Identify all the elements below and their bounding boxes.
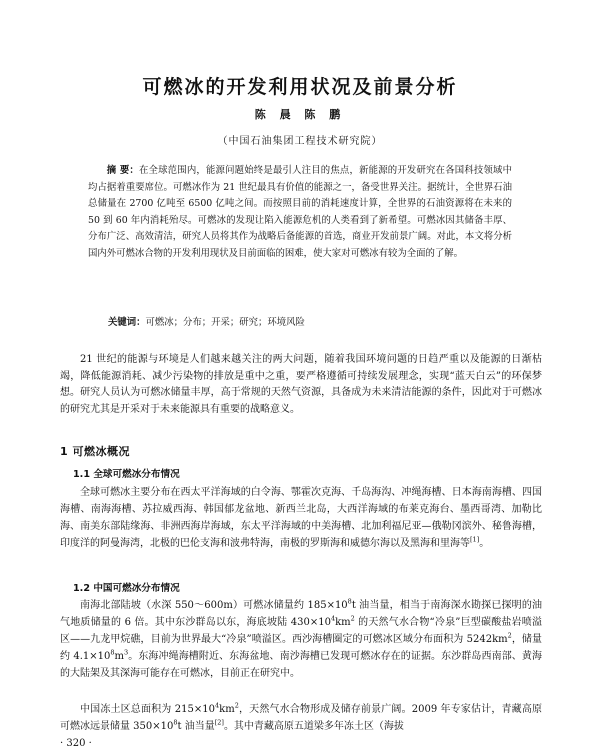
paper-affiliation: （中国石油集团工程技术研究院） xyxy=(217,136,383,147)
citation-ref-2: [2] xyxy=(214,718,224,727)
s12-sup-b: 4 xyxy=(330,614,336,623)
p3-sup-a: 4 xyxy=(215,701,220,710)
p3-text-c: ，天然气水合物形成及储存前景广阔。2009 年专家估计，青藏高原可燃冰远景储量 350×10 xyxy=(60,704,542,732)
s12-sup-c: 2 xyxy=(350,614,355,623)
section-1-1-end: 。 xyxy=(479,538,490,549)
s12-text-d: 的天然气水合物“冷泉”巨型碳酸盐岩喷溢区——九龙甲烷礁，目前为世界最大“冷泉”喷溢区。西沙海槽圈定的可燃冰区域分布面积为 5242km xyxy=(60,617,543,645)
s12-text-g: 。东海冲绳海槽附近、东海盆地、南沙海槽已发现可燃冰存在的证据。东沙群岛西南部、黄海的大陆架及其深海可能存在可燃冰，目前正在研究中。 xyxy=(60,651,542,679)
s12-text-c: km xyxy=(335,617,351,628)
paper-title: 可燃冰的开发利用状况及前景分析 xyxy=(142,76,458,98)
p3-text-e: 。其中青藏高原五道梁多年冻土区（海拔 xyxy=(223,721,404,732)
citation-ref: [1] xyxy=(470,535,480,544)
p3-text-d: t 油当量 xyxy=(177,721,215,732)
s12-sup-d: 2 xyxy=(507,631,512,640)
p3-sup-c: 8 xyxy=(173,718,178,727)
p3-sup-b: 2 xyxy=(234,701,239,710)
keywords xyxy=(108,314,528,328)
section-1-1-paragraph xyxy=(60,484,542,552)
abstract-text: 在全球范围内，能源问题始终是最引人注目的焦点，新能源的开发研究在各国科技领域中均占据着重要席位。可燃冰作为 21 世纪最具有价值的能源之一，备受世界关注。据统计，全世界石油总储量在 2700 亿吨至 6500 亿吨之间。而按照目前的消耗速度计算，全世界的石油资源将在未来的 50 到 60 年内消耗殆尽。可燃冰的发现让陷入能源危机的人类看到了新希望。可燃冰因其储备丰厚、分布广泛、高效清洁，研究人员将其作为战略后备能源的首选，商业开发前景广阔。对此，本文将分析国内外可燃冰合物的开发利用现状及目前面临的困难，使大家对可燃冰有较为全面的了解。 xyxy=(88,165,512,259)
abstract-label: 摘 要： xyxy=(106,165,139,176)
section-1-2-paragraph xyxy=(60,597,542,682)
s12-text-f: m xyxy=(114,651,124,662)
section-1-heading: 1 可燃冰概况 xyxy=(60,445,130,458)
intro-paragraph: 21 世纪的能源与环境是人们越来越关注的两大问题，随着我国环境问题的日趋严重以及能源的日渐枯竭，降低能源消耗、减少污染物的排放是重中之重，要严格遵循可持续发展理念，实现“蓝天白云”的环保梦想。研究人员认为可燃冰储量丰厚，高于常规的天然气资源，具备成为未来清洁能源的条件，因此对于可燃冰的研究尤其是开采对于未来能源具有重要的战略意义。 xyxy=(60,354,542,415)
p3-text-a: 中国冻土区总面积为 215×10 xyxy=(80,704,215,715)
s12-text-e: ，储量约 4.1×10 xyxy=(60,634,543,662)
keywords-label: 关键词： xyxy=(108,317,146,328)
s12-text-b: t 油当量，相当于南海深水勘探已探明的油气地质储量的 6 倍。其中东沙群岛以东，海底坡陆 430×10 xyxy=(60,600,542,628)
section-1-1-text: 全球可燃冰主要分布在西太平洋海域的白令海、鄂霍次克海、千岛海沟、冲绳海槽、日本海南海槽、四国海槽、南海海槽、苏拉威西海、韩国郁龙盆地、新西兰北岛，大西洋海域的布莱克海台、墨西哥湾、加勒比海、南美东部陆缘海、非洲西海岸海域，东太平洋海域的中美海槽、北加利福尼亚—俄勒冈滨外、秘鲁海槽，印度洋的阿曼海湾，北极的巴伦支海和波弗特海，南极的罗斯海和威德尔海以及黑海和里海等 xyxy=(60,487,542,549)
abstract xyxy=(88,163,512,263)
permafrost-paragraph xyxy=(60,701,542,735)
s12-text-a: 南海北部陆坡（水深 550～600m）可燃冰储量约 185×10 xyxy=(80,600,348,611)
section-1-2-heading: 1.2 中国可燃冰分布情况 xyxy=(73,583,180,594)
section-1-1-heading: 1.1 全球可燃冰分布情况 xyxy=(73,469,180,480)
s12-sup-f: 3 xyxy=(124,648,129,657)
paper-authors: 陈 晨 陈 鹏 xyxy=(254,108,346,121)
page-number: · 320 · xyxy=(60,738,92,749)
p3-text-b: km xyxy=(219,704,235,715)
s12-sup-a: 8 xyxy=(347,597,352,606)
s12-sup-e: 8 xyxy=(110,648,115,657)
keywords-text: 可燃冰；分布；开采；研究；环境风险 xyxy=(145,317,305,328)
